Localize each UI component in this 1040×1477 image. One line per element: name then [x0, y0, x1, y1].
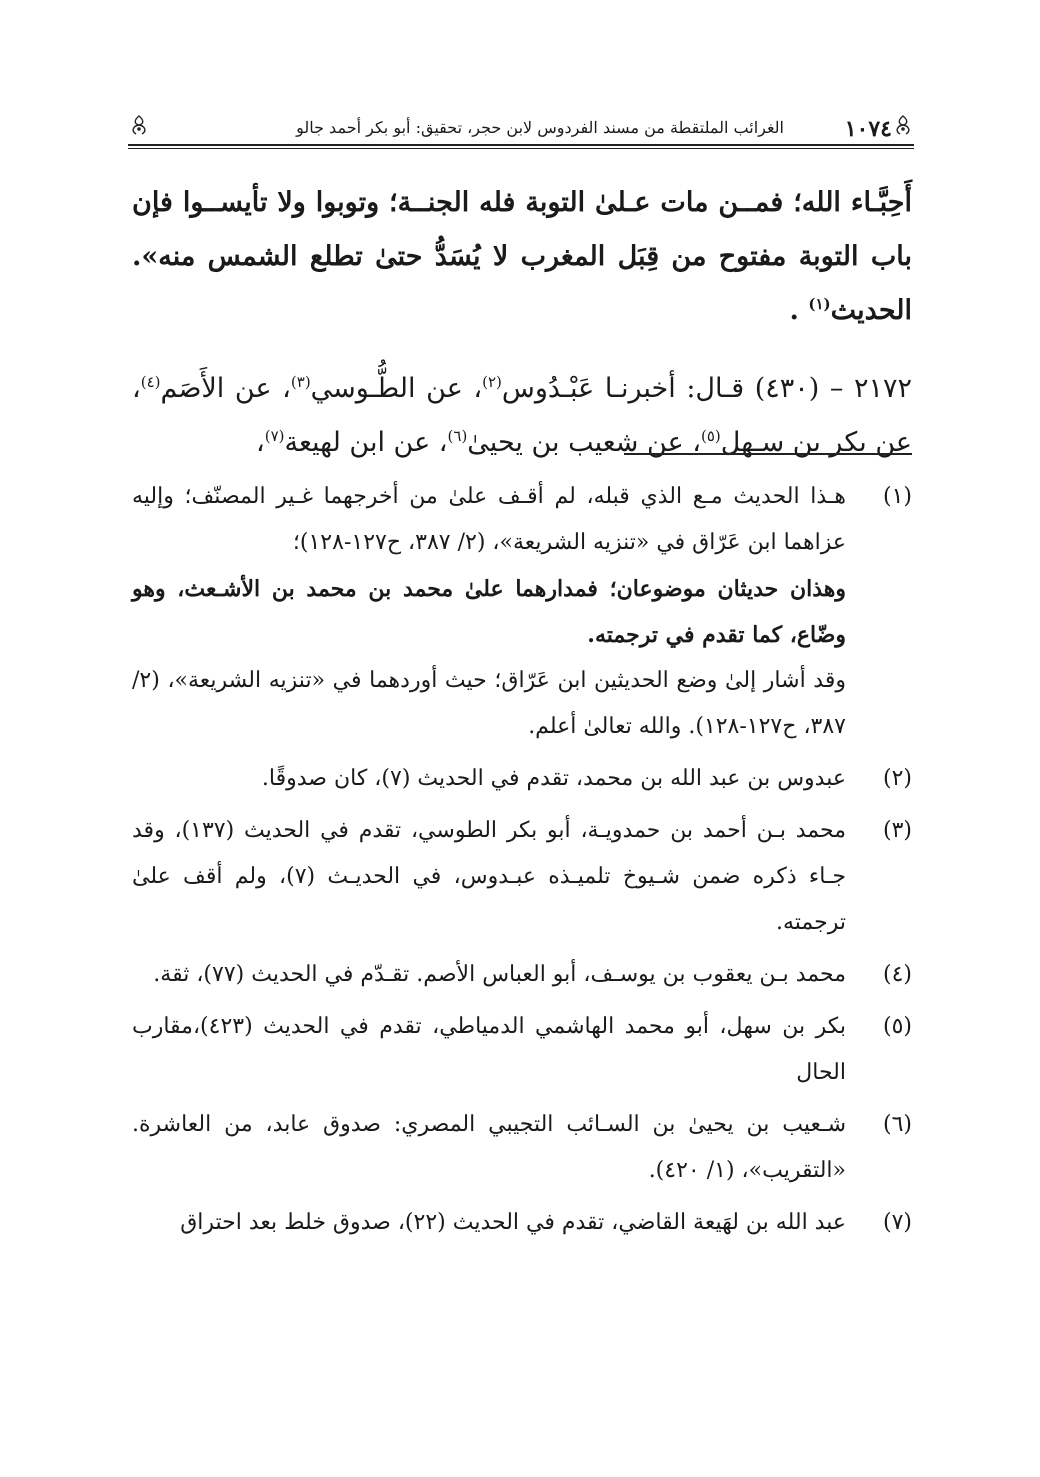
footnote-text: عبد الله بن لهَيعة القاضي، تقدم في الحديث (٢٢)، صدوق خلط بعد احتراق: [180, 1210, 846, 1235]
page-number: ١٠٧٤: [844, 116, 892, 142]
footnote-1: [132, 474, 912, 750]
punctuation: .: [789, 295, 809, 326]
footnote-text: هـذا الحديث مـع الذي قبله، لم أقـف علىٰ من أخرجهما غـير المصنّف؛ وإليه عزاهما ابن عَرّاق في «تنزيه الشريعة»، (٢/ ٣٨٧، ح١٢٧-١٢٨)؛: [132, 484, 846, 555]
footnote-ref: (٤): [140, 373, 161, 391]
hadith-continuation: [132, 176, 912, 338]
isnad-segment: ، عن ابن لهيعة: [284, 427, 448, 458]
isnad-segment: ، عن شعيب بن يحيىٰ: [467, 427, 701, 458]
footnote-number: (٧): [882, 1210, 912, 1235]
footnote-ref: (٥): [700, 427, 721, 445]
footnote-text: شـعيب بن يحيىٰ بن السـائب التجيبي المصري: صدوق عابد، من العاشرة. «التقريب»، (١/ ٤٢٠).: [132, 1112, 846, 1183]
footnote-text: محمد بـن يعقوب بن يوسـف، أبو العباس الأصم. تقـدّم في الحديث (٧٧)، ثقة.: [153, 962, 846, 987]
footnote-5: [132, 1004, 912, 1096]
isnad-segment: ، عن الأَصَم: [160, 373, 291, 404]
floral-ornament-icon: [128, 114, 150, 136]
header-rule-thin: [128, 148, 914, 149]
running-header: [128, 108, 914, 148]
footnote-text: وهذان حديثان موضوعان؛ فمدارهما علىٰ محمد بن محمد بن الأشـعث، وهو وضّاع، كما تقدم في ترجمته.: [132, 576, 846, 648]
footnote-text: بكر بن سهل، أبو محمد الهاشمي الدمياطي، تقدم في الحديث (٤٢٣)،مقارب الحال: [132, 1014, 846, 1085]
main-text: [132, 176, 912, 470]
footnote-number: (١): [882, 484, 912, 509]
header-rule: [128, 144, 914, 146]
footnote-number: (٦): [882, 1112, 912, 1137]
footnote-number: (٤): [882, 962, 912, 987]
footnote-ref: (٢): [482, 373, 502, 391]
footnote-3: [132, 808, 912, 946]
footnote-text: وقد أشار إلىٰ وضع الحديثين ابن عَرّاق؛ حيث أورده‍ما في «تنزيه الشريعة»، (٢/ ٣٨٧، ح١٢٧-١٢٨). والله تعالىٰ أعلم.: [132, 668, 846, 739]
footnote-number: (٣): [882, 818, 912, 843]
isnad-segment: ٢١٧٢ – (٤٣٠) قـال: أخبرنـا عَبْـدُوس: [501, 373, 913, 404]
footnote-number: (٢): [882, 766, 912, 791]
footnote-text: عبدوس بن عبد الله بن محمد، تقدم في الحديث (٧)، كان صدوقًا.: [261, 766, 846, 791]
footnote-separator: [624, 453, 912, 455]
footnote-ref: (٧): [264, 427, 285, 445]
footnote-2: [132, 756, 912, 802]
footnote-number: (٥): [882, 1014, 912, 1039]
footnote-7: [132, 1200, 912, 1246]
footnote-6: [132, 1102, 912, 1194]
isnad-segment: ، عن الطُّـوسي: [310, 373, 483, 404]
footnote-text: محمد بـن أحمد بن حمدويـة، أبو بكر الطوسي، تقدم في الحديث (١٣٧)، وقد جـاء ذكره ضمن شـيوخ تلميـذه عبـدوس، في الحديـث (٧)، ولم أقف علىٰ ترجمته.: [132, 818, 847, 935]
isnad-segment: ، عن بكر بن سـهل: [132, 373, 912, 458]
hadith-continuation-text: أَحِبَّـاء الله؛ فمــن مات عـلىٰ التوبة فله الجنــة؛ وتوبوا ولا تأيســوا فإن باب التوبة مفتوح من قِبَل المغرب لا يُسَدُّ حتىٰ تطلع الشمس منه». الحديث: [132, 187, 912, 326]
isnad-segment: ،: [256, 427, 265, 458]
running-title: الغرائب الملتقطة من مسند الفردوس لابن حجر، تحقيق: أبو بكر أحمد جالو: [296, 118, 784, 137]
footnotes: [132, 474, 912, 1252]
footnote-ref: (٦): [447, 427, 468, 445]
footnote-ref: (٣): [290, 373, 311, 391]
footnote-4: [132, 952, 912, 998]
footnote-ref: (١): [808, 295, 831, 313]
